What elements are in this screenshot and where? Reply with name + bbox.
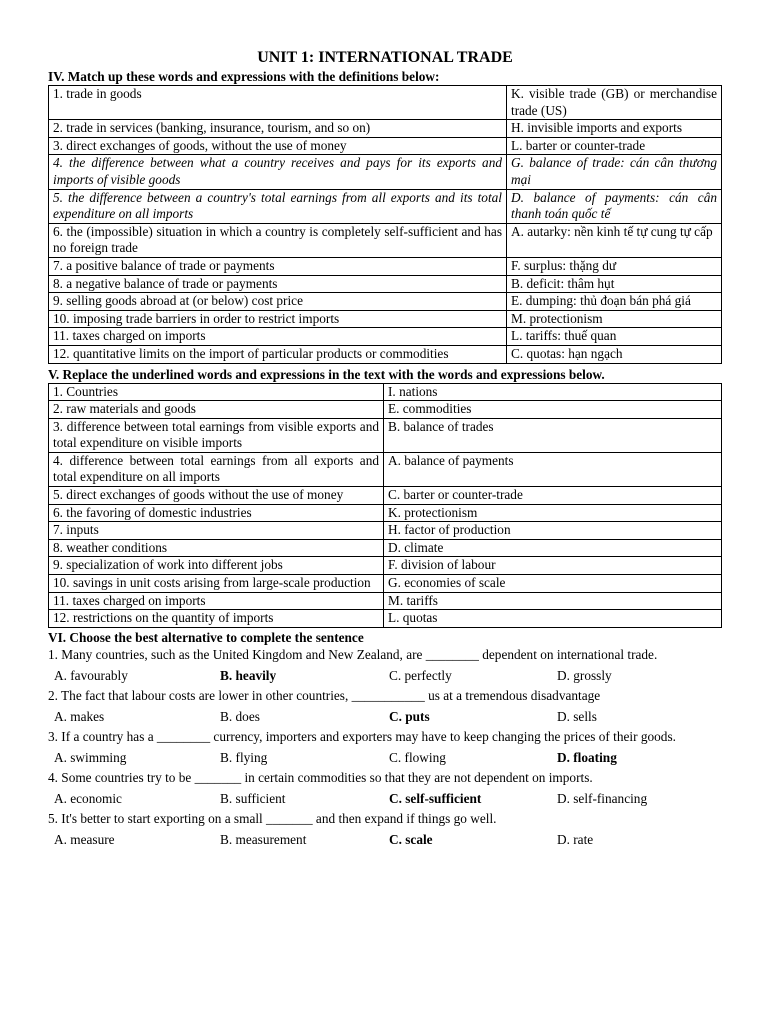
table-row — [49, 383, 722, 401]
term-cell: 10. imposing trade barriers in order to restrict imports — [49, 310, 507, 328]
answer-option: C. perfectly — [389, 667, 452, 683]
definition-cell: D. balance of payments: cán cân thanh toán quốc tế — [507, 189, 722, 223]
question-text: 3. If a country has a ________ currency, importers and exporters may have to keep changing the prices of their goods. — [48, 728, 676, 744]
phrase-cell: 11. taxes charged on imports — [49, 592, 384, 610]
correct-option: C. puts — [389, 708, 430, 724]
term-cell: 3. direct exchanges of goods, without the use of money — [49, 137, 507, 155]
definition-cell: L. barter or counter-trade — [507, 137, 722, 155]
table-row — [49, 418, 722, 452]
term-cell: 1. trade in goods — [49, 86, 507, 120]
table-row — [49, 328, 722, 346]
answer-option: D. rate — [557, 831, 594, 847]
table-row — [49, 293, 722, 311]
replacement-cell: G. economies of scale — [384, 575, 722, 593]
question-text: 1. Many countries, such as the United Kingdom and New Zealand, are ________ dependent on international trade. — [48, 646, 658, 662]
table-row — [49, 189, 722, 223]
correct-option: C. scale — [389, 831, 433, 847]
definition-cell: B. deficit: thâm hụt — [507, 275, 722, 293]
replacement-cell: C. barter or counter-trade — [384, 487, 722, 505]
answer-option: A. favourably — [54, 667, 128, 683]
answer-option: D. grossly — [557, 667, 612, 683]
definition-cell: E. dumping: thủ đoạn bán phá giá — [507, 293, 722, 311]
table-row — [49, 522, 722, 540]
term-cell: 8. a negative balance of trade or payments — [49, 275, 507, 293]
answer-options — [54, 749, 722, 767]
answer-option: A. swimming — [54, 749, 127, 765]
definition-cell: A. autarky: nền kinh tế tự cung tự cấp — [507, 223, 722, 257]
answer-option: B. does — [220, 708, 260, 724]
question-text: 5. It's better to start exporting on a small _______ and then expand if things go well. — [48, 810, 497, 826]
term-cell: 11. taxes charged on imports — [49, 328, 507, 346]
table-row — [49, 401, 722, 419]
definition-cell: M. protectionism — [507, 310, 722, 328]
table-row — [49, 345, 722, 363]
table-row — [49, 223, 722, 257]
correct-option: C. self-sufficient — [389, 790, 482, 806]
definition-cell: G. balance of trade: cán cân thương mại — [507, 155, 722, 189]
table-row — [49, 575, 722, 593]
phrase-cell: 8. weather conditions — [49, 539, 384, 557]
question-text: 2. The fact that labour costs are lower in other countries, ___________ us at a tremendous disadvantage — [48, 687, 601, 703]
replacement-cell: K. protectionism — [384, 504, 722, 522]
phrase-cell: 12. restrictions on the quantity of imports — [49, 610, 384, 628]
answer-options — [54, 667, 722, 685]
correct-option: D. floating — [557, 749, 617, 765]
matching-table-body — [49, 86, 722, 364]
table-row — [49, 610, 722, 628]
section-v-heading: V. Replace the underlined words and expressions in the text with the words and expressions below. — [48, 366, 605, 382]
section-iv-heading: IV. Match up these words and expressions with the definitions below: — [48, 69, 440, 84]
table-row — [49, 557, 722, 575]
replacement-table-body — [49, 383, 722, 627]
answer-option: A. makes — [54, 708, 105, 724]
definition-cell: F. surplus: thặng dư — [507, 257, 722, 275]
question-list — [48, 646, 722, 849]
phrase-cell: 10. savings in unit costs arising from large-scale production — [49, 575, 384, 593]
replacement-cell: F. division of labour — [384, 557, 722, 575]
phrase-cell: 1. Countries — [49, 383, 384, 401]
section-vi-heading: VI. Choose the best alternative to complete the sentence — [48, 629, 364, 645]
table-row — [49, 155, 722, 189]
term-cell: 12. quantitative limits on the import of particular products or commodities — [49, 345, 507, 363]
correct-option: B. heavily — [220, 667, 277, 683]
answer-option: B. sufficient — [220, 790, 286, 806]
replacement-cell: B. balance of trades — [384, 418, 722, 452]
replacement-cell: E. commodities — [384, 401, 722, 419]
answer-option: D. sells — [557, 708, 597, 724]
replacement-table — [48, 383, 722, 628]
answer-option: C. flowing — [389, 749, 446, 765]
phrase-cell: 7. inputs — [49, 522, 384, 540]
table-row — [49, 275, 722, 293]
phrase-cell: 3. difference between total earnings from visible exports and total expenditure on visible imports — [49, 418, 384, 452]
phrase-cell: 9. specialization of work into different jobs — [49, 557, 384, 575]
phrase-cell: 5. direct exchanges of goods without the use of money — [49, 487, 384, 505]
answer-option: B. flying — [220, 749, 268, 765]
table-row — [49, 137, 722, 155]
table-row — [49, 452, 722, 486]
term-cell: 4. the difference between what a country receives and pays for its exports and imports of visible goods — [49, 155, 507, 189]
table-row — [49, 257, 722, 275]
definition-cell: H. invisible imports and exports — [507, 120, 722, 138]
replacement-cell: D. climate — [384, 539, 722, 557]
question-text: 4. Some countries try to be _______ in certain commodities so that they are not dependent on imports. — [48, 769, 593, 785]
term-cell: 2. trade in services (banking, insurance, tourism, and so on) — [49, 120, 507, 138]
phrase-cell: 4. difference between total earnings from all exports and total expenditure on all imports — [49, 452, 384, 486]
term-cell: 5. the difference between a country's total earnings from all exports and its total expenditure on all imports — [49, 189, 507, 223]
answer-option: A. measure — [54, 831, 115, 847]
table-row — [49, 120, 722, 138]
replacement-cell: A. balance of payments — [384, 452, 722, 486]
phrase-cell: 6. the favoring of domestic industries — [49, 504, 384, 522]
answer-option: B. measurement — [220, 831, 307, 847]
term-cell: 7. a positive balance of trade or payments — [49, 257, 507, 275]
table-row — [49, 539, 722, 557]
answer-options — [54, 708, 722, 726]
replacement-cell: I. nations — [384, 383, 722, 401]
matching-table — [48, 85, 722, 364]
term-cell: 6. the (impossible) situation in which a country is completely self-sufficient and has no foreign trade — [49, 223, 507, 257]
page-title: UNIT 1: INTERNATIONAL TRADE — [257, 49, 513, 66]
definition-cell: L. tariffs: thuế quan — [507, 328, 722, 346]
replacement-cell: M. tariffs — [384, 592, 722, 610]
replacement-cell: L. quotas — [384, 610, 722, 628]
answer-options — [54, 831, 722, 849]
table-row — [49, 487, 722, 505]
answer-options — [54, 790, 722, 808]
table-row — [49, 310, 722, 328]
replacement-cell: H. factor of production — [384, 522, 722, 540]
table-row — [49, 86, 722, 120]
phrase-cell: 2. raw materials and goods — [49, 401, 384, 419]
table-row — [49, 592, 722, 610]
term-cell: 9. selling goods abroad at (or below) cost price — [49, 293, 507, 311]
table-row — [49, 504, 722, 522]
definition-cell: C. quotas: hạn ngạch — [507, 345, 722, 363]
definition-cell: K. visible trade (GB) or merchandise trade (US) — [507, 86, 722, 120]
answer-option: D. self-financing — [557, 790, 648, 806]
answer-option: A. economic — [54, 790, 122, 806]
